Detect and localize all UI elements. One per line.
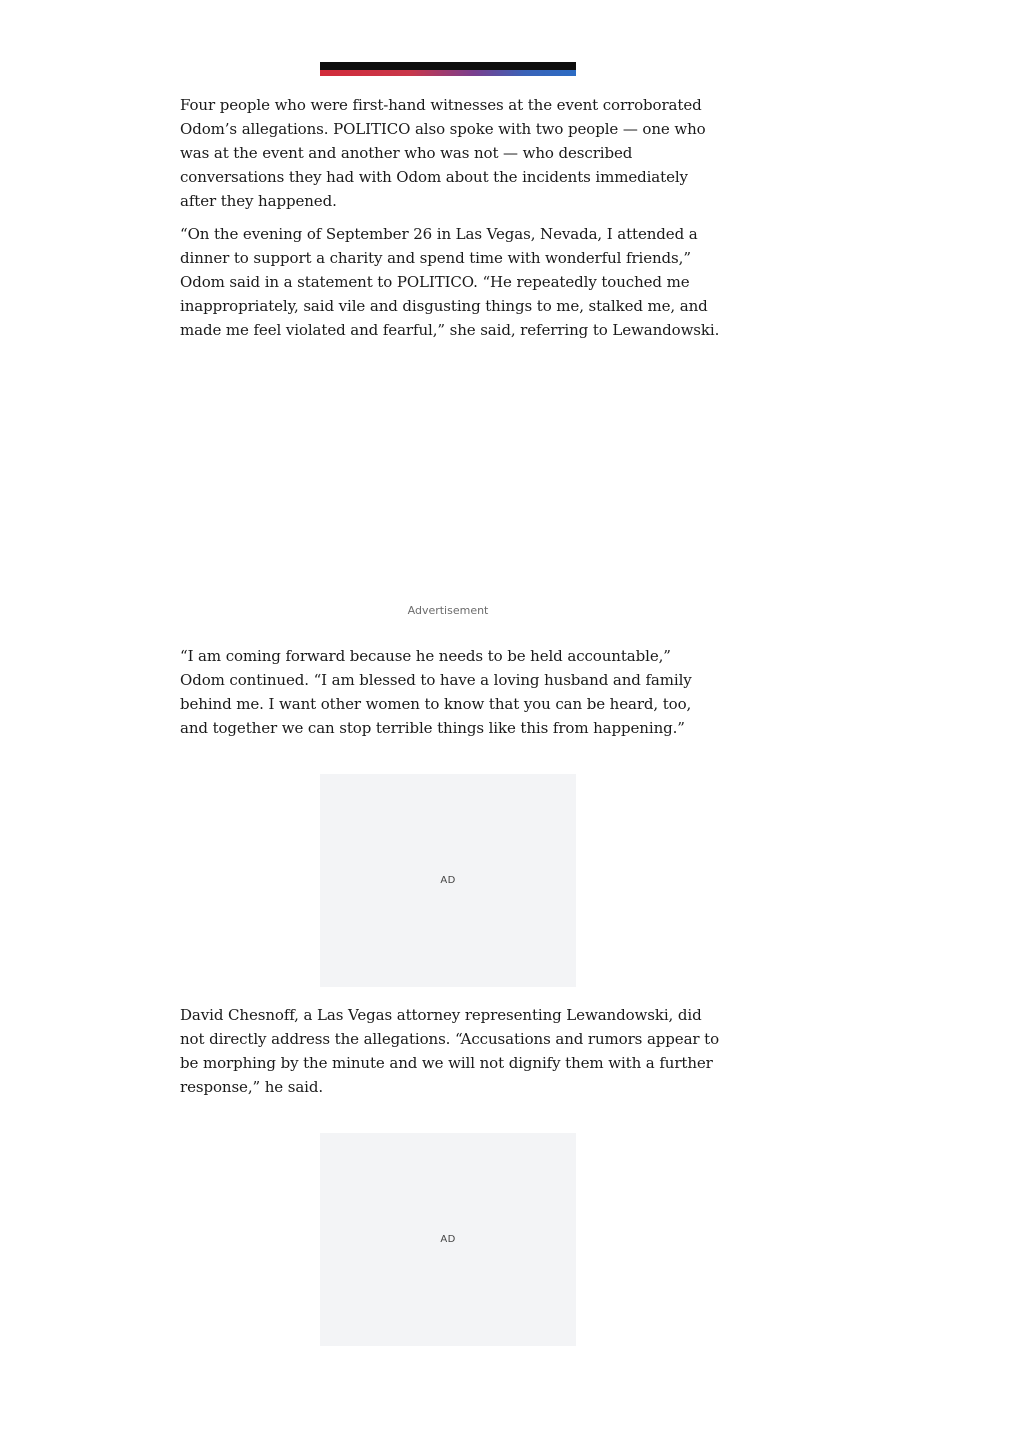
article-paragraph-witnesses: Four people who were first-hand witnesses at the event corroborated Odom’s allegations. POLITICO also spoke with two people — one who was at the event and another who was not — who described conversations they had with Odom about the incidents immediately after they happened. [180,96,706,210]
article-paragraph-chesnoff: David Chesnoff, a Las Vegas attorney representing Lewandowski, did not directly address the allegations. “Accusations and rumors appear to be morphing by the minute and we will not dignify them with a further response,” he said. [180,1006,720,1096]
banner-color-stripe [320,70,576,76]
advertisement-label: Advertisement [407,604,489,617]
article-paragraph-odom-statement: “On the evening of September 26 in Las Vegas, Nevada, I attended a dinner to support a charity and spend time with wonderful friends,” Odom said in a statement to POLITICO. “He repeatedly touched me inappropriately, said vile and disgusting things to me, stalked me, and made me feel violated and fearful,” she said, referring to Lewandowski. [180,225,720,339]
ad-slot-2[interactable] [320,1133,576,1346]
ad-slot-label: AD [440,875,456,886]
ad-slot-label: AD [440,1234,456,1245]
article-image-banner [320,62,576,76]
article-paragraph-coming-forward: “I am coming forward because he needs to be held accountable,” Odom continued. “I am blessed to have a loving husband and family behind me. I want other women to know that you can be heard, too, and together we can stop terrible things like this from happening.” [180,647,692,737]
ad-slot-1[interactable] [320,774,576,987]
